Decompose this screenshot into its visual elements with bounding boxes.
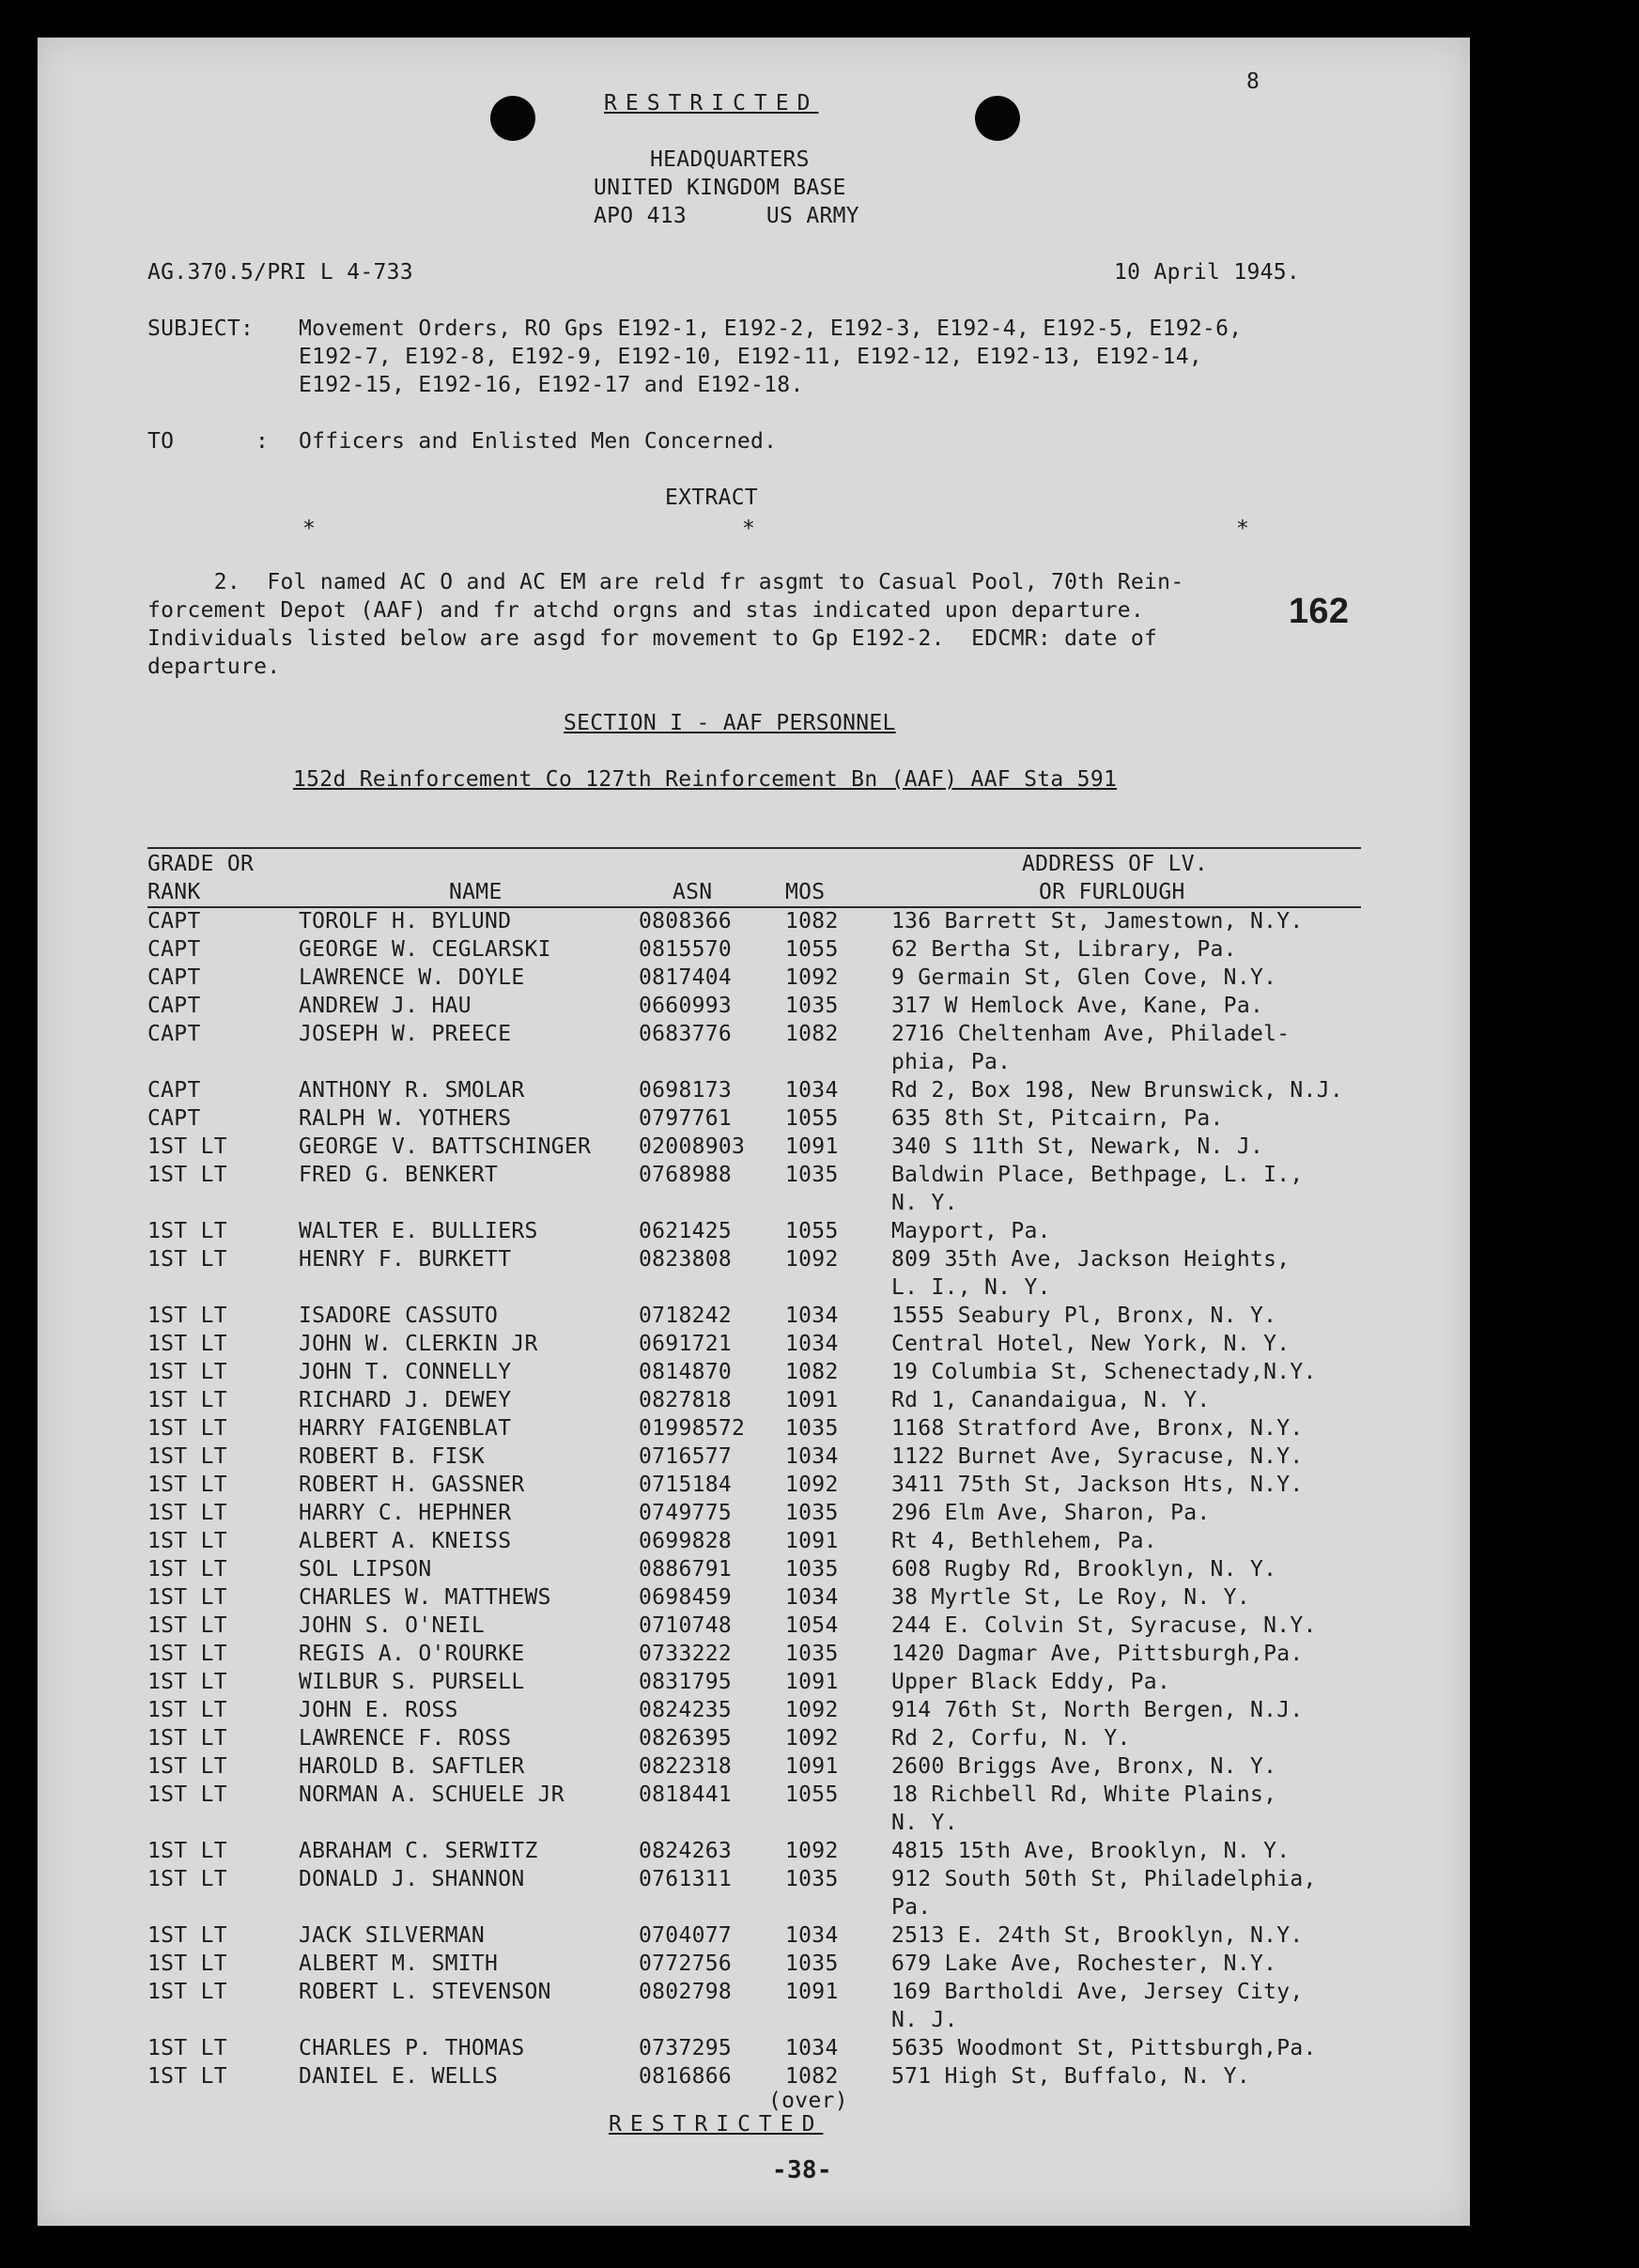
table-row [0, 1865, 1639, 1920]
star-left: * [302, 517, 317, 541]
classification-top: RESTRICTED [604, 91, 819, 116]
cell-asn: 0749775 [639, 1501, 733, 1525]
subject-line-3: E192-15, E192-16, E192-17 and E192-18. [299, 373, 804, 397]
cell-address-continued: N. J. [891, 2008, 958, 2032]
cell-mos: 1055 [785, 1219, 839, 1243]
col-header-mos: MOS [785, 880, 826, 904]
cell-mos: 1035 [785, 1867, 839, 1891]
cell-address: 340 S 11th St, Newark, N. J. [891, 1134, 1264, 1159]
punch-hole-left [490, 96, 535, 141]
cell-asn: 0824235 [639, 1698, 733, 1722]
cell-address: Upper Black Eddy, Pa. [891, 1670, 1171, 1694]
cell-asn: 0823808 [639, 1247, 733, 1272]
cell-name: SOL LIPSON [299, 1557, 432, 1581]
paragraph-line-1: 2. Fol named AC O and AC EM are reld fr asgmt to Casual Pool, 70th Rein- [147, 570, 1184, 594]
cell-mos: 1035 [785, 1416, 839, 1441]
cell-mos: 1035 [785, 994, 839, 1018]
cell-name: LAWRENCE W. DOYLE [299, 965, 525, 990]
table-row [0, 1386, 1639, 1414]
cell-address: Rd 1, Canandaigua, N. Y. [891, 1388, 1211, 1412]
cell-asn: 0698173 [639, 1078, 733, 1103]
subject-line-1: Movement Orders, RO Gps E192-1, E192-2, E192-3, E192-4, E192-5, E192-6, [299, 316, 1243, 341]
cell-mos: 1034 [785, 2036, 839, 2060]
table-row [0, 964, 1639, 992]
cell-asn: 0768988 [639, 1163, 733, 1187]
cell-grade: 1ST LT [147, 1557, 227, 1581]
cell-grade: 1ST LT [147, 1980, 227, 2004]
star-right: * [1236, 517, 1250, 541]
cell-name: ANDREW J. HAU [299, 994, 472, 1018]
table-row [0, 1752, 1639, 1781]
cell-asn: 0818441 [639, 1782, 733, 1807]
table-row [0, 1555, 1639, 1583]
cell-name: ALBERT A. KNEISS [299, 1529, 512, 1553]
cell-grade: 1ST LT [147, 1360, 227, 1384]
cell-grade: CAPT [147, 1078, 201, 1103]
cell-asn: 0761311 [639, 1867, 733, 1891]
cell-address: 912 South 50th St, Philadelphia, [891, 1867, 1317, 1891]
extract-label: EXTRACT [665, 486, 759, 510]
cell-asn: 0710748 [639, 1613, 733, 1638]
cell-grade: CAPT [147, 937, 201, 962]
cell-address: 62 Bertha St, Library, Pa. [891, 937, 1237, 962]
cell-asn: 0772756 [639, 1952, 733, 1976]
cell-grade: 1ST LT [147, 1247, 227, 1272]
cell-address: 679 Lake Ave, Rochester, N.Y. [891, 1952, 1277, 1976]
cell-asn: 0827818 [639, 1388, 733, 1412]
cell-asn: 0699828 [639, 1529, 733, 1553]
cell-address: 809 35th Ave, Jackson Heights, [891, 1247, 1291, 1272]
cell-grade: CAPT [147, 1106, 201, 1131]
table-row [0, 935, 1639, 964]
cell-address-continued: Pa. [891, 1895, 932, 1920]
cell-asn: 0824263 [639, 1839, 733, 1863]
table-row [0, 1245, 1639, 1300]
cell-mos: 1035 [785, 1557, 839, 1581]
cell-name: RICHARD J. DEWEY [299, 1388, 512, 1412]
table-top-rule [147, 847, 1361, 849]
document-date: 10 April 1945. [1114, 260, 1301, 285]
to-value: Officers and Enlisted Men Concerned. [299, 429, 778, 454]
cell-name: JOHN W. CLERKIN JR [299, 1332, 538, 1356]
table-row [0, 1950, 1639, 1978]
cell-grade: 1ST LT [147, 1726, 227, 1751]
cell-grade: 1ST LT [147, 1304, 227, 1328]
to-colon: : [255, 429, 270, 454]
cell-grade: CAPT [147, 909, 201, 933]
cell-address: Rt 4, Bethlehem, Pa. [891, 1529, 1157, 1553]
cell-address: 244 E. Colvin St, Syracuse, N.Y. [891, 1613, 1317, 1638]
section-title: SECTION I - AAF PERSONNEL [564, 711, 896, 735]
cell-address-continued: phia, Pa. [891, 1050, 1012, 1074]
hq-line-2: UNITED KINGDOM BASE [594, 176, 846, 200]
table-row [0, 2034, 1639, 2062]
hq-line-3: APO 413 US ARMY [594, 204, 859, 228]
over-note: (over) [768, 2089, 848, 2113]
cell-mos: 1091 [785, 1754, 839, 1779]
cell-grade: 1ST LT [147, 1670, 227, 1694]
cell-address: 571 High St, Buffalo, N. Y. [891, 2064, 1250, 2089]
cell-address: 914 76th St, North Bergen, N.J. [891, 1698, 1304, 1722]
cell-mos: 1092 [785, 1726, 839, 1751]
cell-asn: 0691721 [639, 1332, 733, 1356]
table-row [0, 1668, 1639, 1696]
cell-mos: 1082 [785, 2064, 839, 2089]
cell-name: ABRAHAM C. SERWITZ [299, 1839, 538, 1863]
cell-name: JOHN S. O'NEIL [299, 1613, 486, 1638]
table-row [0, 1499, 1639, 1527]
cell-name: HARRY C. HEPHNER [299, 1501, 512, 1525]
table-row [0, 1612, 1639, 1640]
cell-grade: 1ST LT [147, 1867, 227, 1891]
cell-asn: 0715184 [639, 1473, 733, 1497]
cell-address: Rd 2, Box 198, New Brunswick, N.J. [891, 1078, 1344, 1103]
cell-address: 136 Barrett St, Jamestown, N.Y. [891, 909, 1304, 933]
unit-line: 152d Reinforcement Co 127th Reinforcement Bn (AAF) AAF Sta 591 [293, 767, 1118, 792]
cell-mos: 1054 [785, 1613, 839, 1638]
cell-mos: 1092 [785, 1839, 839, 1863]
cell-grade: 1ST LT [147, 1613, 227, 1638]
cell-name: JOHN T. CONNELLY [299, 1360, 512, 1384]
table-row [0, 1443, 1639, 1471]
cell-asn: 02008903 [639, 1134, 746, 1159]
cell-grade: 1ST LT [147, 1444, 227, 1469]
cell-mos: 1034 [785, 1923, 839, 1948]
table-row [0, 1471, 1639, 1499]
table-row [0, 1781, 1639, 1835]
cell-mos: 1034 [785, 1332, 839, 1356]
cell-asn: 0814870 [639, 1360, 733, 1384]
cell-asn: 0822318 [639, 1754, 733, 1779]
cell-name: WALTER E. BULLIERS [299, 1219, 538, 1243]
cell-name: JOSEPH W. PREECE [299, 1022, 512, 1046]
cell-address: 169 Bartholdi Ave, Jersey City, [891, 1980, 1304, 2004]
cell-asn: 0737295 [639, 2036, 733, 2060]
cell-address: 1122 Burnet Ave, Syracuse, N.Y. [891, 1444, 1304, 1469]
cell-grade: 1ST LT [147, 2036, 227, 2060]
cell-grade: CAPT [147, 1022, 201, 1046]
cell-name: RALPH W. YOTHERS [299, 1106, 512, 1131]
cell-asn: 0815570 [639, 937, 733, 962]
cell-mos: 1035 [785, 1501, 839, 1525]
cell-name: FRED G. BENKERT [299, 1163, 499, 1187]
cell-asn: 0816866 [639, 2064, 733, 2089]
cell-address: Mayport, Pa. [891, 1219, 1051, 1243]
table-row [0, 1978, 1639, 2032]
cell-asn: 0808366 [639, 909, 733, 933]
cell-mos: 1092 [785, 1473, 839, 1497]
table-row [0, 1527, 1639, 1555]
cell-asn: 0621425 [639, 1219, 733, 1243]
cell-grade: 1ST LT [147, 1388, 227, 1412]
cell-name: CHARLES P. THOMAS [299, 2036, 525, 2060]
cell-mos: 1091 [785, 1134, 839, 1159]
cell-asn: 0683776 [639, 1022, 733, 1046]
table-row [0, 1414, 1639, 1443]
col-header-grade-2: RANK [147, 880, 201, 904]
star-center: * [742, 517, 756, 541]
cell-grade: CAPT [147, 965, 201, 990]
cell-asn: 0718242 [639, 1304, 733, 1328]
cell-name: ALBERT M. SMITH [299, 1952, 499, 1976]
cell-address: 1555 Seabury Pl, Bronx, N. Y. [891, 1304, 1277, 1328]
cell-name: HARRY FAIGENBLAT [299, 1416, 512, 1441]
cell-grade: 1ST LT [147, 1529, 227, 1553]
cell-mos: 1034 [785, 1078, 839, 1103]
cell-grade: 1ST LT [147, 1163, 227, 1187]
table-row [0, 1302, 1639, 1330]
classification-bottom: RESTRICTED [609, 2112, 824, 2137]
cell-mos: 1035 [785, 1642, 839, 1666]
cell-address: 2513 E. 24th St, Brooklyn, N.Y. [891, 1923, 1304, 1948]
cell-address: 9 Germain St, Glen Cove, N.Y. [891, 965, 1277, 990]
cell-address: 296 Elm Ave, Sharon, Pa. [891, 1501, 1211, 1525]
cell-mos: 1091 [785, 1529, 839, 1553]
cell-address: 19 Columbia St, Schenectady,N.Y. [891, 1360, 1317, 1384]
cell-mos: 1055 [785, 1782, 839, 1807]
cell-grade: 1ST LT [147, 1923, 227, 1948]
cell-grade: 1ST LT [147, 1219, 227, 1243]
to-label: TO [147, 429, 175, 454]
cell-address: 635 8th St, Pitcairn, Pa. [891, 1106, 1224, 1131]
cell-grade: 1ST LT [147, 1782, 227, 1807]
cell-mos: 1034 [785, 1585, 839, 1610]
cell-asn: 0886791 [639, 1557, 733, 1581]
cell-mos: 1035 [785, 1163, 839, 1187]
cell-address: 2716 Cheltenham Ave, Philadel- [891, 1022, 1291, 1046]
cell-grade: 1ST LT [147, 1839, 227, 1863]
cell-name: JOHN E. ROSS [299, 1698, 458, 1722]
table-row [0, 1330, 1639, 1358]
cell-address: 38 Myrtle St, Le Roy, N. Y. [891, 1585, 1250, 1610]
cell-grade: 1ST LT [147, 2064, 227, 2089]
cell-mos: 1034 [785, 1444, 839, 1469]
cell-address: 3411 75th St, Jackson Hts, N.Y. [891, 1473, 1304, 1497]
cell-asn: 0698459 [639, 1585, 733, 1610]
table-row [0, 1640, 1639, 1668]
cell-name: JACK SILVERMAN [299, 1923, 486, 1948]
cell-grade: 1ST LT [147, 1952, 227, 1976]
cell-name: HAROLD B. SAFTLER [299, 1754, 525, 1779]
cell-asn: 0704077 [639, 1923, 733, 1948]
cell-grade: 1ST LT [147, 1473, 227, 1497]
cell-address: 1168 Stratford Ave, Bronx, N.Y. [891, 1416, 1304, 1441]
stamp-number: 162 [1289, 592, 1350, 631]
cell-address: 18 Richbell Rd, White Plains, [891, 1782, 1277, 1807]
table-row [0, 1020, 1639, 1074]
cell-grade: 1ST LT [147, 1698, 227, 1722]
cell-mos: 1035 [785, 1952, 839, 1976]
cell-name: GEORGE V. BATTSCHINGER [299, 1134, 592, 1159]
cell-asn: 0716577 [639, 1444, 733, 1469]
cell-address: 1420 Dagmar Ave, Pittsburgh,Pa. [891, 1642, 1304, 1666]
file-number: AG.370.5/PRI L 4-733 [147, 260, 413, 285]
cell-mos: 1034 [785, 1304, 839, 1328]
table-row [0, 1724, 1639, 1752]
cell-name: NORMAN A. SCHUELE JR [299, 1782, 564, 1807]
subject-line-2: E192-7, E192-8, E192-9, E192-10, E192-11, E192-12, E192-13, E192-14, [299, 345, 1203, 369]
cell-mos: 1092 [785, 1698, 839, 1722]
page-number: -38- [772, 2156, 832, 2184]
cell-mos: 1055 [785, 937, 839, 962]
cell-mos: 1092 [785, 1247, 839, 1272]
table-row [0, 1217, 1639, 1245]
cell-name: ROBERT B. FISK [299, 1444, 486, 1469]
paragraph-line-2: forcement Depot (AAF) and fr atchd orgns and stas indicated upon departure. [147, 598, 1145, 623]
cell-grade: 1ST LT [147, 1754, 227, 1779]
cell-mos: 1055 [785, 1106, 839, 1131]
col-header-asn: ASN [673, 880, 713, 904]
table-row [0, 1583, 1639, 1612]
cell-mos: 1092 [785, 965, 839, 990]
cell-address: Rd 2, Corfu, N. Y. [891, 1726, 1131, 1751]
cell-name: ANTHONY R. SMOLAR [299, 1078, 525, 1103]
cell-grade: 1ST LT [147, 1416, 227, 1441]
cell-name: WILBUR S. PURSELL [299, 1670, 525, 1694]
paragraph-line-4: departure. [147, 655, 281, 679]
cell-asn: 0817404 [639, 965, 733, 990]
hq-line-1: HEADQUARTERS [650, 147, 810, 172]
cell-name: GEORGE W. CEGLARSKI [299, 937, 551, 962]
table-row [0, 992, 1639, 1020]
cell-mos: 1091 [785, 1388, 839, 1412]
cell-asn: 0660993 [639, 994, 733, 1018]
cell-name: DANIEL E. WELLS [299, 2064, 499, 2089]
page-mark: 8 [1246, 69, 1260, 94]
col-header-grade-1: GRADE OR [147, 852, 255, 876]
table-row [0, 1076, 1639, 1104]
table-row [0, 907, 1639, 935]
table-row [0, 1104, 1639, 1133]
cell-address: 4815 15th Ave, Brooklyn, N. Y. [891, 1839, 1291, 1863]
cell-grade: 1ST LT [147, 1501, 227, 1525]
cell-address: 5635 Woodmont St, Pittsburgh,Pa. [891, 2036, 1317, 2060]
cell-name: HENRY F. BURKETT [299, 1247, 512, 1272]
subject-label: SUBJECT: [147, 316, 255, 341]
cell-name: REGIS A. O'ROURKE [299, 1642, 525, 1666]
table-row [0, 1921, 1639, 1950]
col-header-name: NAME [449, 880, 503, 904]
cell-address: 2600 Briggs Ave, Bronx, N. Y. [891, 1754, 1277, 1779]
cell-name: ISADORE CASSUTO [299, 1304, 499, 1328]
cell-name: ROBERT H. GASSNER [299, 1473, 525, 1497]
cell-grade: 1ST LT [147, 1332, 227, 1356]
cell-asn: 0733222 [639, 1642, 733, 1666]
cell-name: DONALD J. SHANNON [299, 1867, 525, 1891]
cell-address-continued: N. Y. [891, 1191, 958, 1215]
cell-address: Baldwin Place, Bethpage, L. I., [891, 1163, 1304, 1187]
cell-mos: 1091 [785, 1670, 839, 1694]
cell-address: Central Hotel, New York, N. Y. [891, 1332, 1291, 1356]
cell-mos: 1082 [785, 1022, 839, 1046]
cell-name: ROBERT L. STEVENSON [299, 1980, 551, 2004]
table-row [0, 1358, 1639, 1386]
cell-grade: 1ST LT [147, 1134, 227, 1159]
col-header-address-2: OR FURLOUGH [1039, 880, 1185, 904]
paragraph-line-3: Individuals listed below are asgd for movement to Gp E192-2. EDCMR: date of [147, 626, 1158, 651]
cell-asn: 0797761 [639, 1106, 733, 1131]
punch-hole-right [975, 96, 1020, 141]
cell-grade: 1ST LT [147, 1642, 227, 1666]
table-row [0, 1133, 1639, 1161]
table-row [0, 1161, 1639, 1215]
cell-mos: 1082 [785, 909, 839, 933]
cell-grade: 1ST LT [147, 1585, 227, 1610]
cell-name: CHARLES W. MATTHEWS [299, 1585, 551, 1610]
table-row [0, 1696, 1639, 1724]
col-header-address-1: ADDRESS OF LV. [1022, 852, 1209, 876]
cell-grade: CAPT [147, 994, 201, 1018]
cell-mos: 1082 [785, 1360, 839, 1384]
cell-address: 608 Rugby Rd, Brooklyn, N. Y. [891, 1557, 1277, 1581]
cell-mos: 1091 [785, 1980, 839, 2004]
cell-asn: 0802798 [639, 1980, 733, 2004]
cell-address-continued: N. Y. [891, 1811, 958, 1835]
cell-asn: 0826395 [639, 1726, 733, 1751]
cell-name: TOROLF H. BYLUND [299, 909, 512, 933]
cell-address: 317 W Hemlock Ave, Kane, Pa. [891, 994, 1264, 1018]
table-row [0, 1837, 1639, 1865]
cell-address-continued: L. I., N. Y. [891, 1275, 1051, 1300]
cell-name: LAWRENCE F. ROSS [299, 1726, 512, 1751]
cell-asn: 0831795 [639, 1670, 733, 1694]
cell-asn: 01998572 [639, 1416, 746, 1441]
